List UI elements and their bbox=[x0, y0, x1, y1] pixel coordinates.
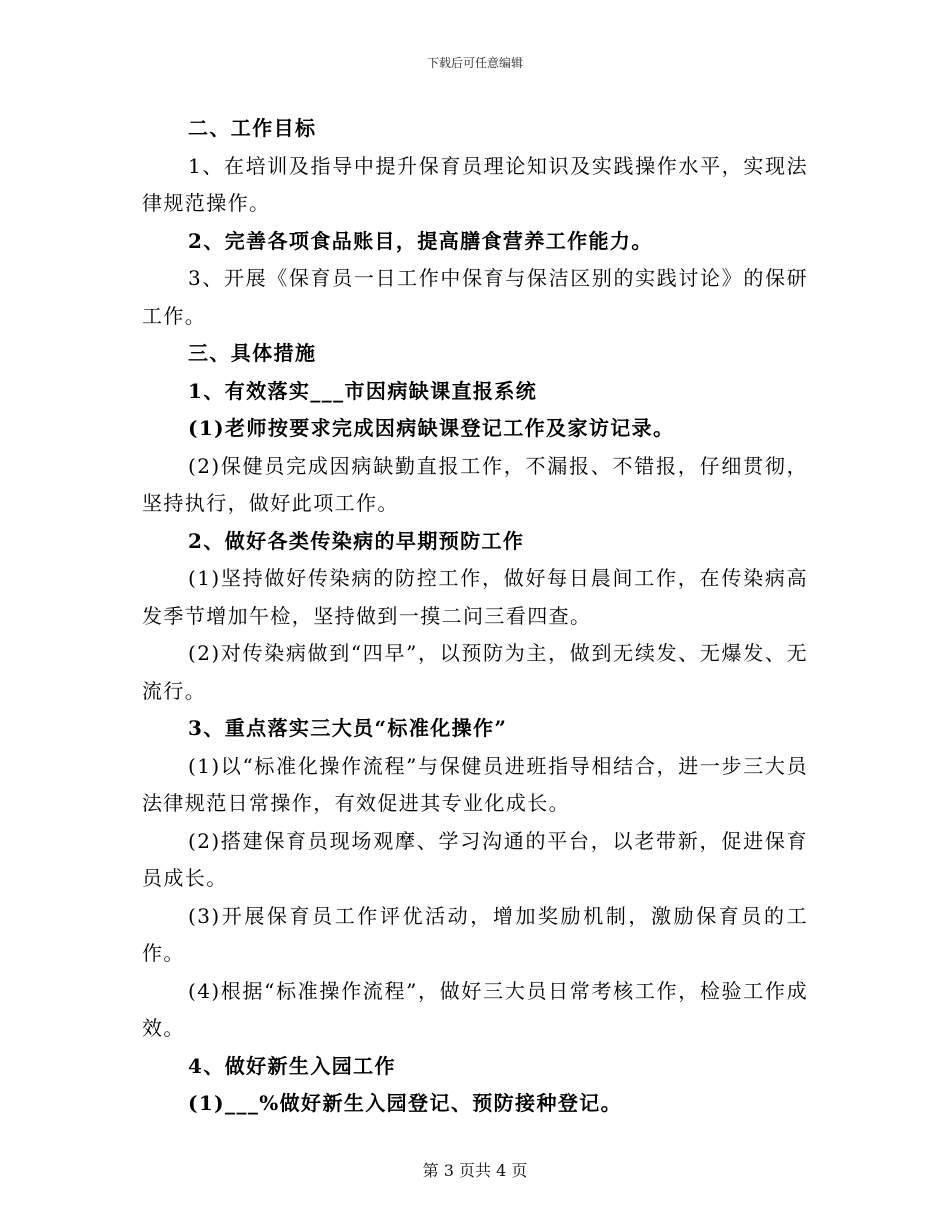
measure-3-item-1: (1)以“标准化操作流程”与保健员进班指导相结合，进一步三大员法律规范日常操作，有效促进其专业化成长。 bbox=[142, 753, 808, 815]
section-heading-measures: 三、具体措施 bbox=[188, 341, 317, 365]
goal-item-3: 3、开展《保育员一日工作中保育与保洁区别的实践讨论》的保研工作。 bbox=[142, 266, 808, 328]
measure-1-item-1: (1)老师按要求完成因病缺课登记工作及家访记录。 bbox=[188, 416, 675, 440]
measure-3-item-2: (2)搭建保育员现场观摩、学习沟通的平台，以老带新，促进保育员成长。 bbox=[142, 828, 808, 890]
measure-heading-1: 1、有效落实___市因病缺课直报系统 bbox=[188, 378, 538, 403]
measure-heading-4: 4、做好新生入园工作 bbox=[188, 1053, 396, 1078]
measure-heading-3: 3、重点落实三大员“标准化操作” bbox=[188, 716, 508, 740]
measure-3-item-3: (3)开展保育员工作评优活动，增加奖励机制，激励保育员的工作。 bbox=[142, 903, 808, 965]
page-header: 下载后可任意编辑 bbox=[426, 56, 523, 70]
measure-1-item-2: (2)保健员完成因病缺勤直报工作，不漏报、不错报，仔细贯彻，坚持执行，做好此项工作。 bbox=[142, 453, 808, 515]
page-number-footer: 第 3 页共 4 页 bbox=[422, 1161, 528, 1180]
measure-3-item-4: (4)根据“标准操作流程”，做好三大员日常考核工作，检验工作成效。 bbox=[142, 978, 808, 1040]
goal-item-2: 2、完善各项食品账目，提高膳食营养工作能力。 bbox=[188, 228, 653, 253]
document-body bbox=[142, 110, 808, 1123]
measure-2-item-1: (1)坚持做好传染病的防控工作，做好每日晨间工作，在传染病高发季节增加午检，坚持做到一摸二问三看四查。 bbox=[142, 566, 808, 628]
measure-4-item-1: (1)___%做好新生入园登记、预防接种登记。 bbox=[188, 1091, 623, 1115]
section-heading-goals: 二、工作目标 bbox=[188, 116, 317, 140]
goal-item-1: 1、在培训及指导中提升保育员理论知识及实践操作水平，实现法律规范操作。 bbox=[142, 153, 808, 215]
measure-heading-2: 2、做好各类传染病的早期预防工作 bbox=[188, 528, 525, 553]
measure-2-item-2: (2)对传染病做到“四早”，以预防为主，做到无续发、无爆发、无流行。 bbox=[142, 641, 808, 703]
